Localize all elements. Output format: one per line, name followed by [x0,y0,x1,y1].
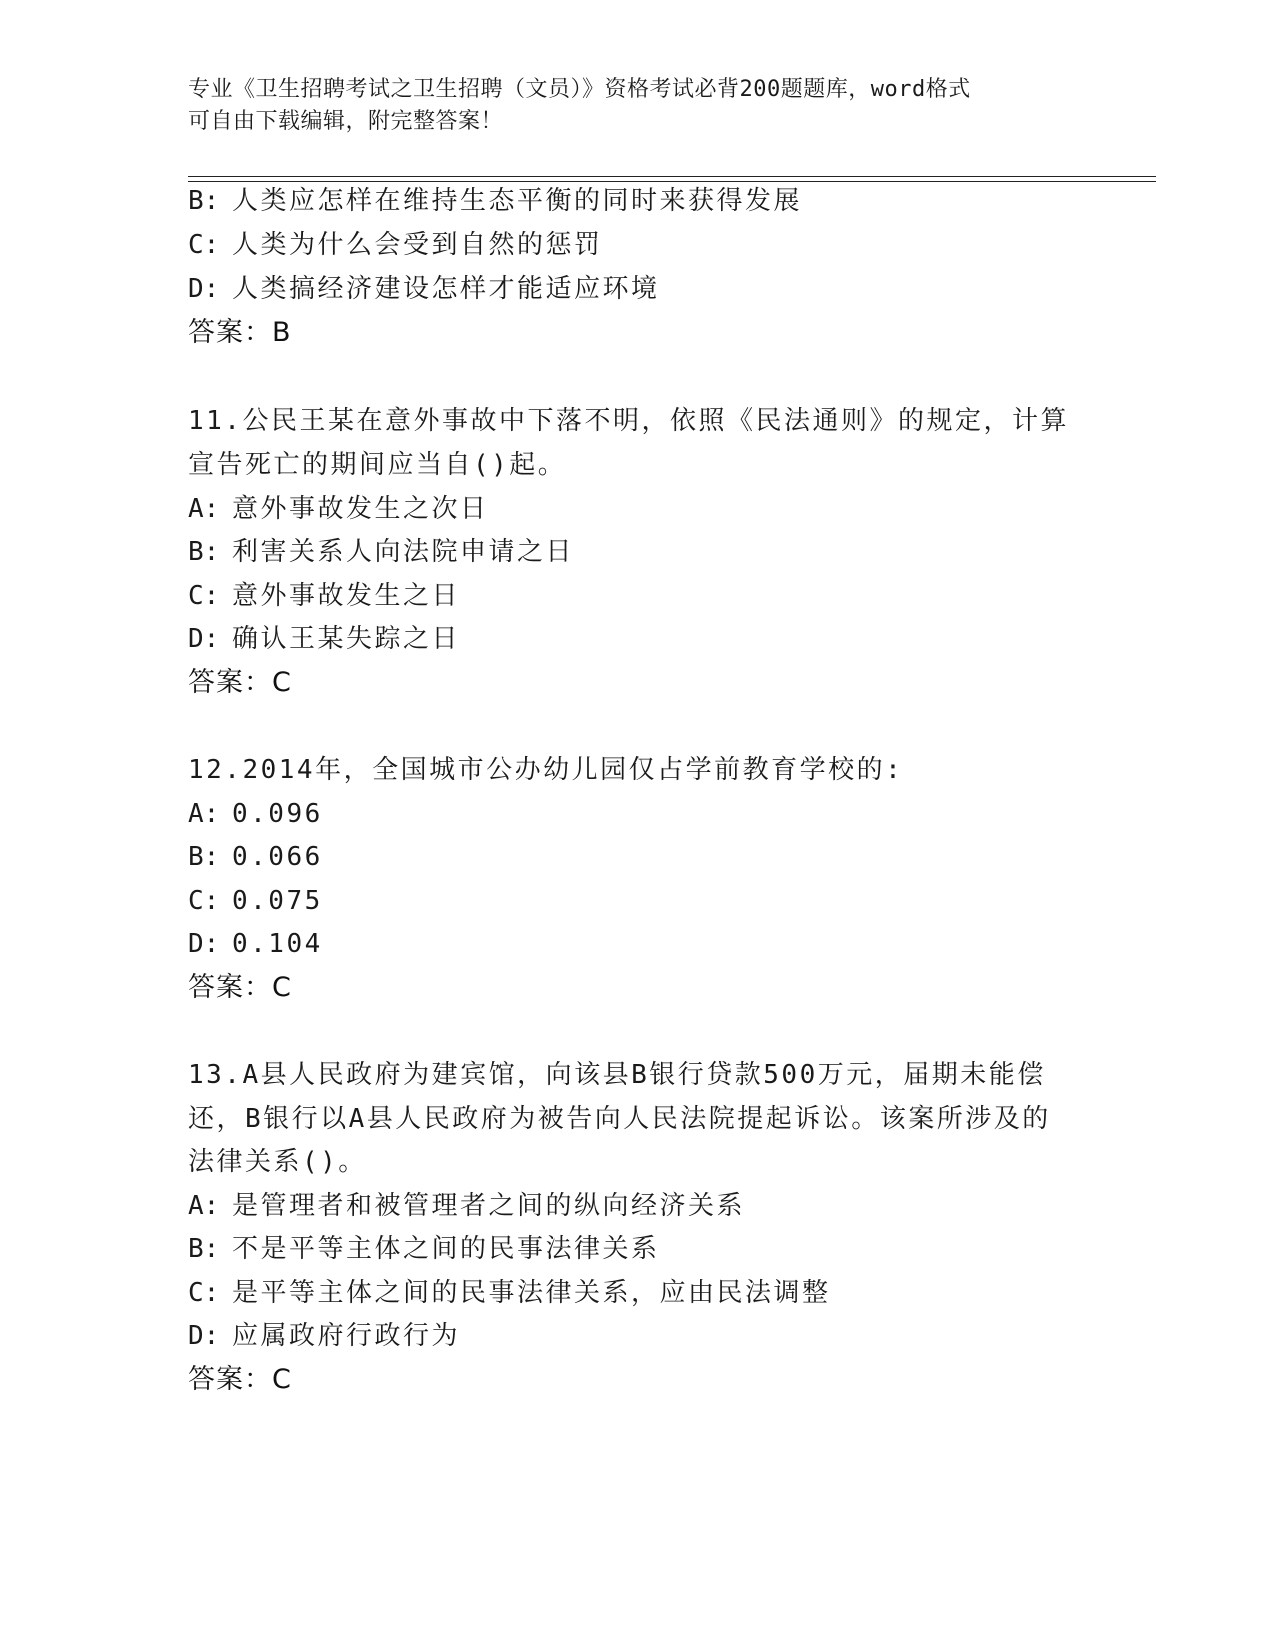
option-text: 0.066 [232,842,323,872]
option-label: C: [188,886,220,916]
option-text: 是平等主体之间的民事法律关系，应由民法调整 [232,1278,831,1308]
option-d [188,272,660,306]
option-label: B: [188,1234,220,1264]
answer-line: 答案：C [188,667,292,698]
option-text: 利害关系人向法院申请之日 [232,537,575,567]
option-text: 人类应怎样在维持生态平衡的同时来获得发展 [232,186,803,216]
document-header [188,74,1088,138]
answer-line: 答案：C [188,972,292,1003]
option-a [188,1189,745,1223]
option-a [188,492,489,526]
option-label: A: [188,1191,220,1221]
header-line-2: 可自由下载编辑，附完整答案！ [188,109,504,134]
option-text: 确认王某失踪之日 [232,624,461,654]
option-label: D: [188,274,220,304]
option-b [188,840,323,874]
header-divider-top [188,176,1156,177]
option-text: 人类搞经济建设怎样才能适应环境 [232,274,660,304]
option-text: 0.096 [232,799,323,829]
option-label: C: [188,1278,220,1308]
option-c [188,228,603,262]
option-label: C: [188,581,220,611]
question-13-stem-line-2: 还，B银行以A县人民政府为被告向人民法院提起诉讼。该案所涉及的 [188,1104,1051,1134]
header-line-1: 专业《卫生招聘考试之卫生招聘（文员）》资格考试必背200题题库，word格式 [188,77,971,102]
option-b [188,535,574,569]
option-label: D: [188,624,220,654]
option-text: 意外事故发生之日 [232,581,461,611]
option-text: 应属政府行政行为 [232,1321,461,1351]
option-text: 不是平等主体之间的民事法律关系 [232,1234,660,1264]
answer-line: 答案：B [188,317,292,348]
option-text: 意外事故发生之次日 [232,494,489,524]
question-13-stem-line-1: 13.A县人民政府为建宾馆，向该县B银行贷款500万元，届期未能偿 [188,1060,1046,1090]
option-text: 0.104 [232,929,323,959]
question-11-stem-line-1: 11.公民王某在意外事故中下落不明，依照《民法通则》的规定，计算 [188,406,1069,436]
question-12-stem: 12.2014年，全国城市公办幼儿园仅占学前教育学校的: [188,755,904,785]
question-13-stem-line-3: 法律关系()。 [188,1147,367,1177]
option-c [188,884,323,918]
option-label: C: [188,230,220,260]
option-b [188,1232,660,1266]
option-text: 是管理者和被管理者之间的纵向经济关系 [232,1191,746,1221]
answer-line: 答案：C [188,1364,292,1395]
option-c [188,579,460,613]
option-label: D: [188,1321,220,1351]
option-label: B: [188,537,220,567]
option-c [188,1276,831,1310]
option-label: B: [188,842,220,872]
option-a [188,797,323,831]
question-11-stem-line-2: 宣告死亡的期间应当自()起。 [188,450,567,480]
option-b [188,184,802,218]
option-d [188,1319,460,1353]
header-divider-bottom [188,181,1156,182]
option-text: 人类为什么会受到自然的惩罚 [232,230,603,260]
option-label: B: [188,186,220,216]
option-d [188,927,323,961]
option-d [188,622,460,656]
option-text: 0.075 [232,886,323,916]
option-label: A: [188,494,220,524]
option-label: D: [188,929,220,959]
option-label: A: [188,799,220,829]
